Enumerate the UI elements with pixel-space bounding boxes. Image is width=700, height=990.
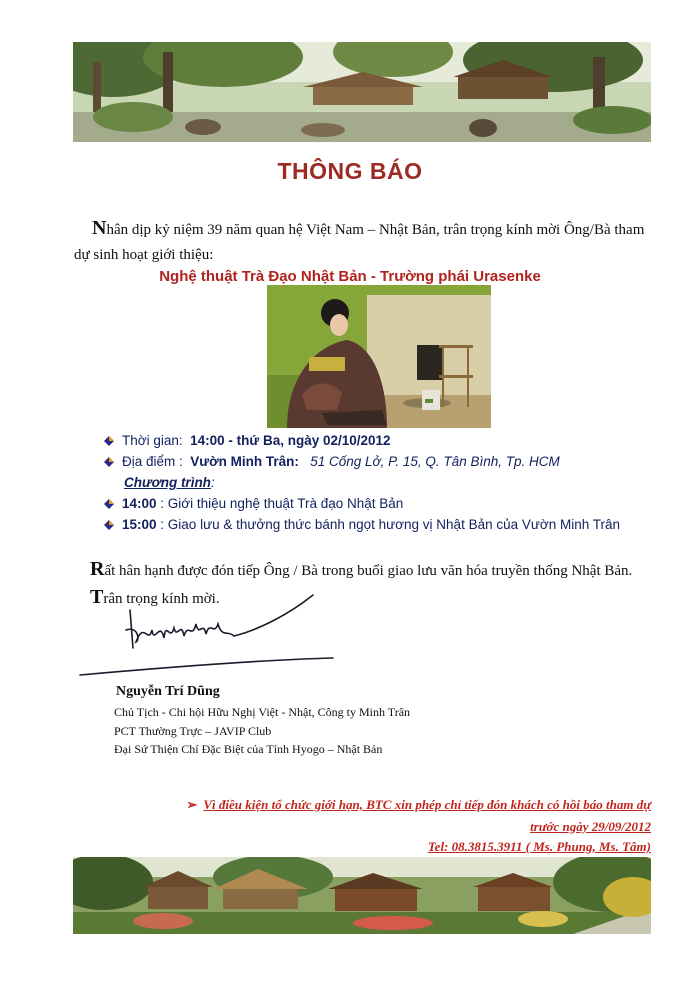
place-address: 51 Cống Lở, P. 15, Q. Tân Bình, Tp. HCM bbox=[310, 454, 560, 469]
detail-place-row bbox=[104, 451, 684, 472]
time-value: 14:00 - thứ Ba, ngày 02/10/2012 bbox=[190, 433, 391, 448]
garden-banner-top bbox=[73, 42, 651, 142]
rsvp-notice-line bbox=[0, 797, 651, 813]
closing-drop-letter: R bbox=[90, 558, 105, 580]
program-item-time: 14:00 bbox=[122, 496, 157, 511]
tea-ceremony-photo bbox=[267, 285, 491, 428]
arrow-icon: ➢ bbox=[186, 797, 198, 812]
signer-name: Nguyễn Trí Dũng bbox=[116, 684, 220, 699]
garden-banner-bottom bbox=[73, 857, 651, 934]
closing-drop-letter: T bbox=[90, 586, 104, 608]
closing-line-1 bbox=[90, 556, 670, 584]
rsvp-notice-text: Vì điều kiện tổ chức giới hạn, BTC xin phép chỉ tiếp đón khách có hồi báo tham dự bbox=[203, 797, 651, 812]
intro-drop-letter: N bbox=[92, 217, 107, 239]
rsvp-contact: Tel: 08.3815.3911 ( Ms. Phung, Ms. Tâm) bbox=[427, 839, 651, 854]
bullet-icon bbox=[104, 520, 114, 530]
page-title: THÔNG BÁO bbox=[277, 158, 423, 184]
signer-role: PCT Thường Trực – JAVIP Club bbox=[114, 724, 272, 738]
signer-role: Chủ Tịch - Chi hội Hữu Nghị Việt - Nhật, Công ty Minh Trân bbox=[114, 705, 411, 719]
bullet-icon bbox=[104, 436, 114, 446]
program-item-time: 15:00 bbox=[122, 517, 157, 532]
bullet-icon bbox=[104, 499, 114, 509]
program-heading-row bbox=[104, 472, 684, 493]
program-item-desc: : Giới thiệu nghệ thuật Trà đạo Nhật Bản bbox=[160, 496, 404, 511]
detail-time-row bbox=[104, 430, 684, 451]
handwritten-signature bbox=[78, 590, 338, 685]
event-details bbox=[104, 430, 684, 535]
closing-line-1-text: ất hân hạnh được đón tiếp Ông / Bà trong buổi giao lưu văn hóa truyền thống Nhật Bản. bbox=[104, 563, 633, 579]
intro-text: hân dịp kỷ niệm 39 năm quan hệ Việt Nam – Nhật Bản, trân trọng kính mời Ông/Bà tham dự sinh hoạt giới thiệu: bbox=[74, 222, 645, 263]
rsvp-deadline: trước ngày 29/09/2012 bbox=[530, 819, 651, 834]
event-title: Nghệ thuật Trà Đạo Nhật Bản - Trường phái Urasenke bbox=[159, 268, 541, 285]
intro-paragraph bbox=[74, 216, 654, 268]
closing-line-2-text: rân trọng kính mời. bbox=[103, 591, 220, 607]
program-item-desc: : Giao lưu & thưởng thức bánh ngọt hương vị Nhật Bản của Vườn Minh Trân bbox=[160, 517, 621, 532]
program-label: Chương trình bbox=[124, 475, 211, 490]
time-label: Thời gian: bbox=[122, 433, 183, 448]
program-item bbox=[104, 493, 684, 514]
place-label: Địa điểm : bbox=[122, 454, 183, 469]
signer-role: Đại Sứ Thiện Chí Đặc Biệt của Tỉnh Hyogo – Nhật Bản bbox=[114, 742, 383, 756]
place-name: Vườn Minh Trân: bbox=[190, 454, 299, 469]
program-item bbox=[104, 514, 684, 535]
bullet-icon bbox=[104, 457, 114, 467]
program-colon: : bbox=[210, 475, 215, 490]
